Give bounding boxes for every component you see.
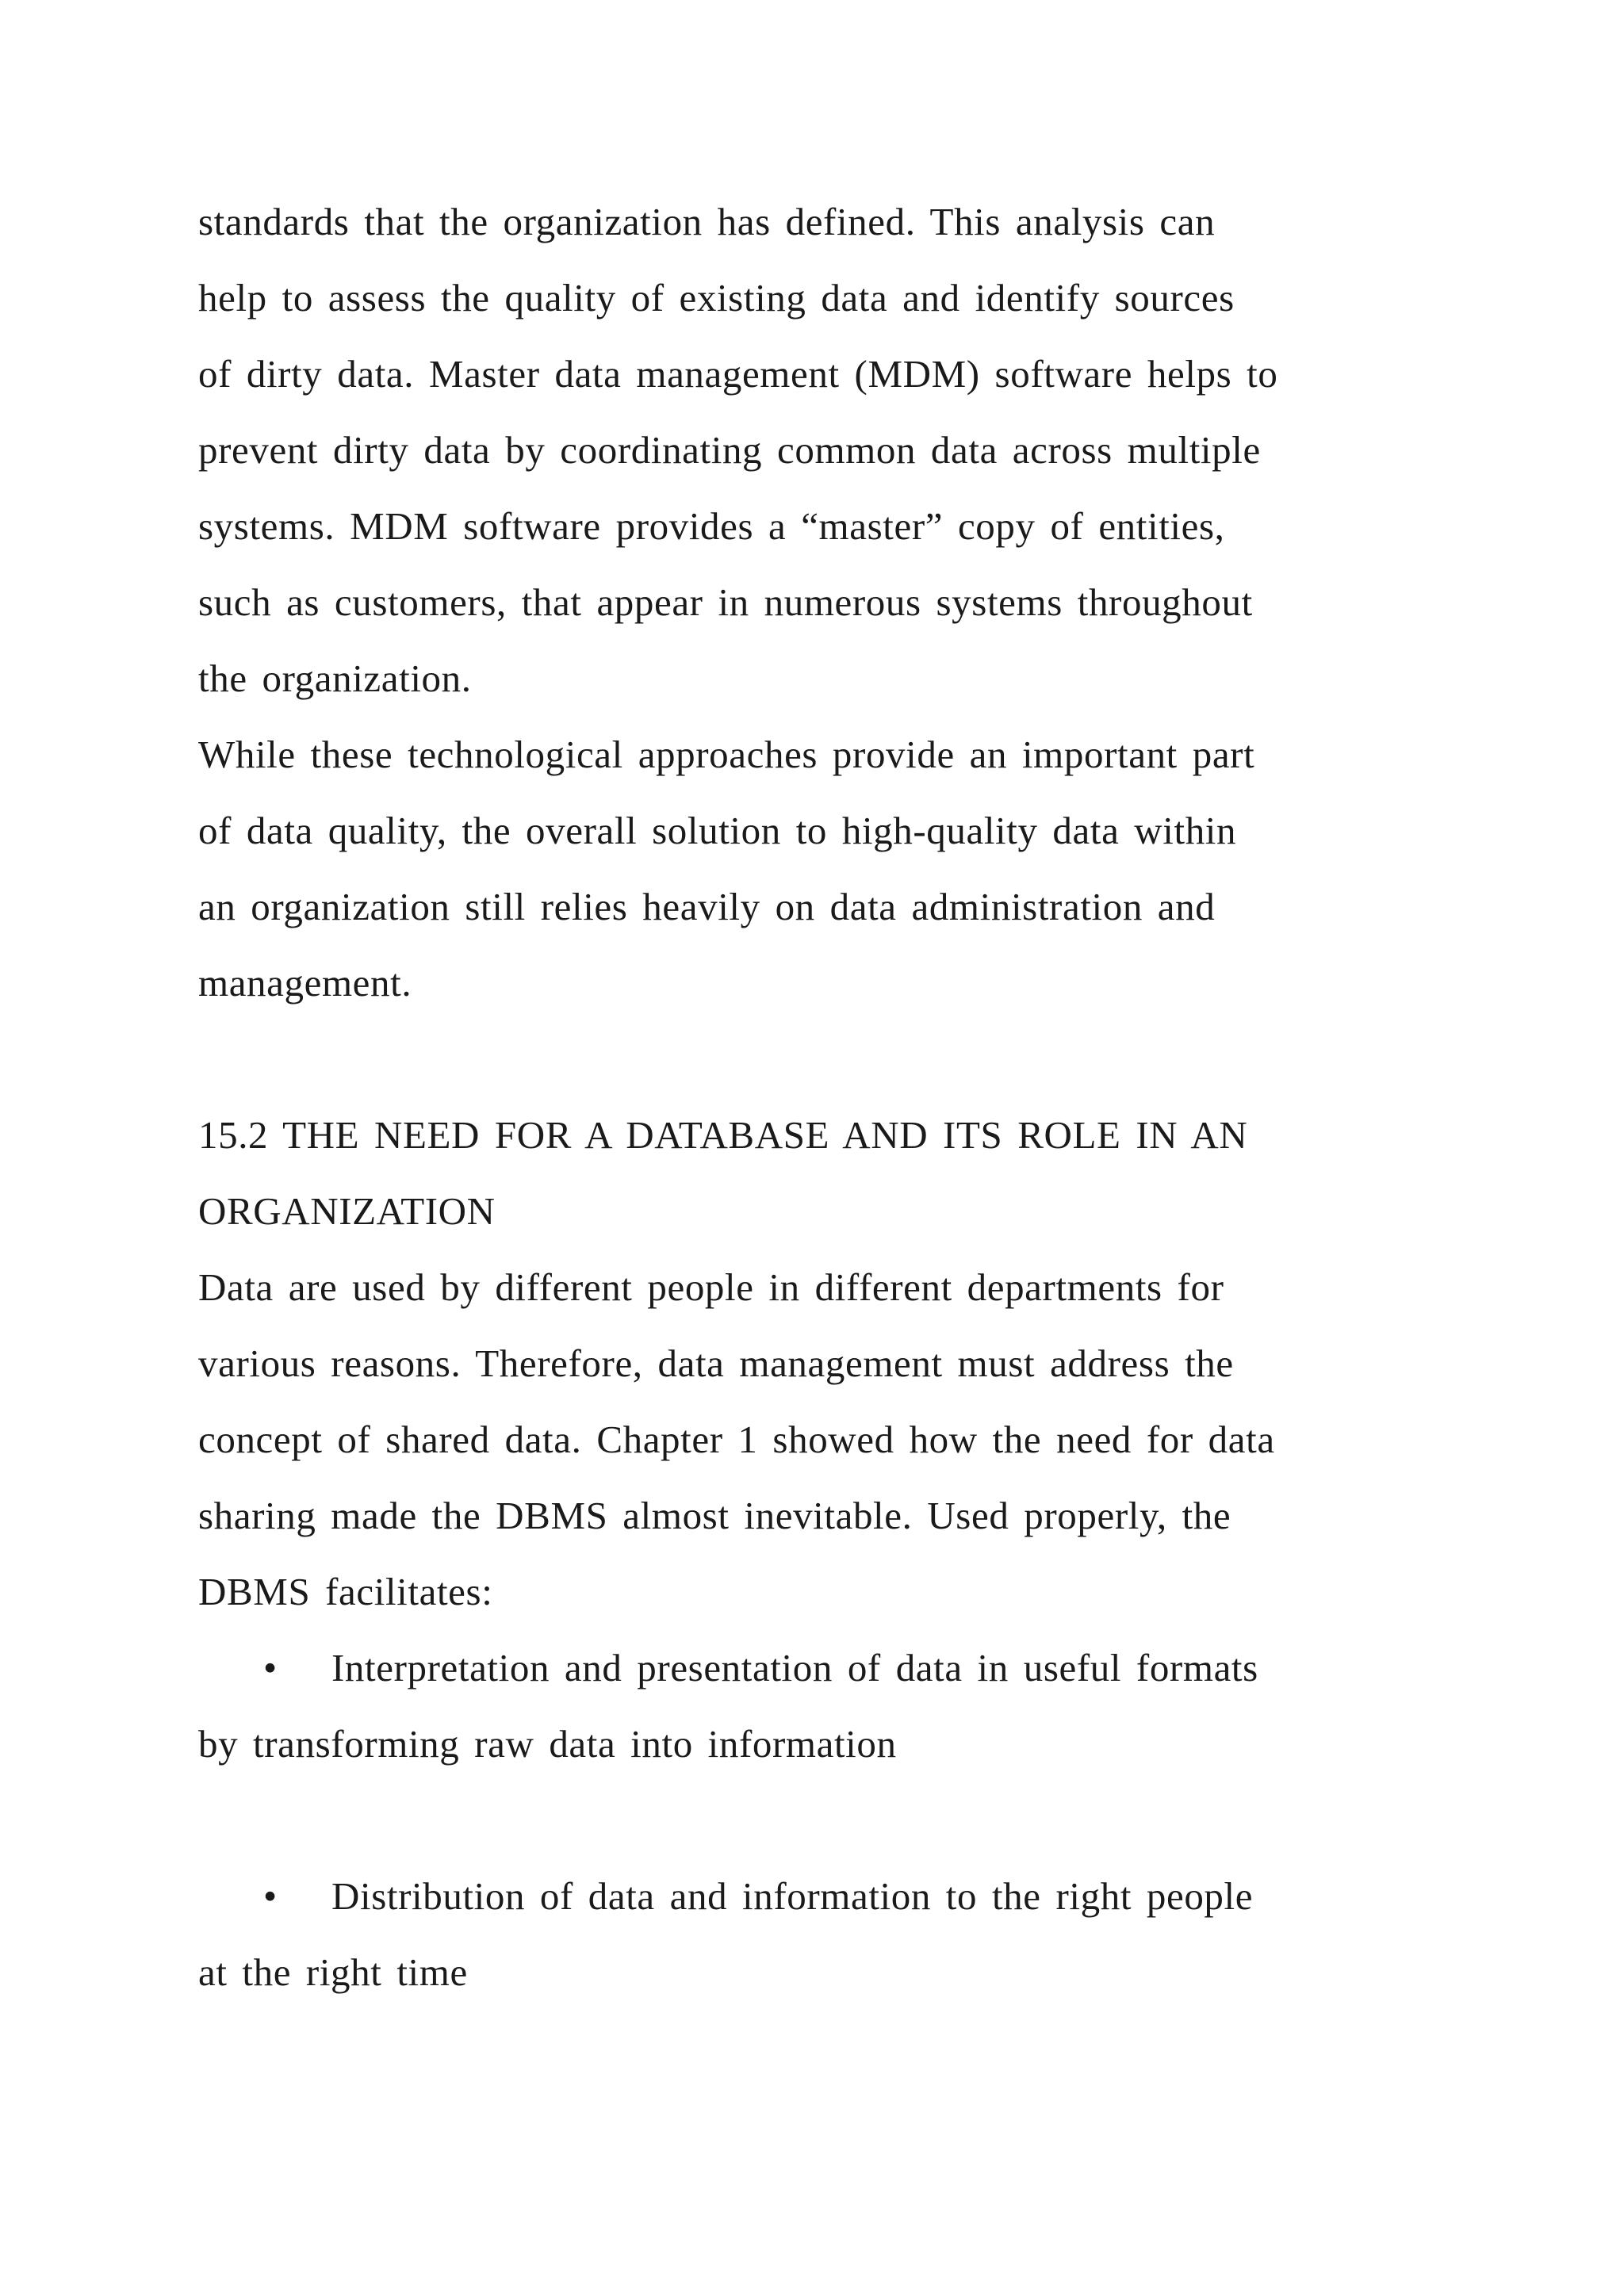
bullet-text: Distribution of data and information to the right people <box>331 1874 1254 1918</box>
text-line: systems. MDM software provides a “master” copy of entities, <box>198 504 1225 548</box>
text-line: standards that the organization has defined. This analysis can <box>198 200 1216 243</box>
bullet-item <box>198 1630 1483 1782</box>
text-line: of data quality, the overall solution to high-quality data within <box>198 809 1237 852</box>
paragraph-data-quality-tools <box>198 184 1483 717</box>
bullet-continuation: by transforming raw data into information <box>198 1722 897 1766</box>
text-line: concept of shared data. Chapter 1 showed how the need for data <box>198 1418 1275 1461</box>
bullet-item <box>198 1858 1483 2011</box>
text-line: an organization still relies heavily on data administration and <box>198 885 1216 928</box>
bullet-first-line <box>198 1858 1483 1934</box>
text-line: sharing made the DBMS almost inevitable. Used properly, the <box>198 1494 1231 1537</box>
bullet-first-line <box>198 1630 1483 1706</box>
heading-line: 15.2 THE NEED FOR A DATABASE AND ITS ROLE IN AN <box>198 1113 1248 1157</box>
text-line: various reasons. Therefore, data management must address the <box>198 1341 1234 1385</box>
text-line: DBMS facilitates: <box>198 1570 493 1613</box>
section-heading <box>198 1097 1483 1249</box>
text-line: While these technological approaches provide an important part <box>198 733 1255 776</box>
text-line: Data are used by different people in different departments for <box>198 1265 1224 1309</box>
text-line: the organization. <box>198 656 472 700</box>
heading-line: ORGANIZATION <box>198 1189 496 1233</box>
bullet-continuation: at the right time <box>198 1950 468 1994</box>
text-line: help to assess the quality of existing data and identify sources <box>198 276 1235 320</box>
bullet-marker: • <box>263 1646 278 1689</box>
bullet-text: Interpretation and presentation of data in useful formats <box>331 1646 1258 1689</box>
text-line: management. <box>198 961 412 1004</box>
text-line: such as customers, that appear in numerous systems throughout <box>198 580 1253 624</box>
bullet-marker: • <box>263 1874 278 1918</box>
text-line: of dirty data. Master data management (MDM) software helps to <box>198 352 1278 396</box>
paragraph-shared-data <box>198 1249 1483 1630</box>
text-line: prevent dirty data by coordinating common data across multiple <box>198 428 1261 472</box>
paragraph-technological-approaches <box>198 717 1483 1021</box>
